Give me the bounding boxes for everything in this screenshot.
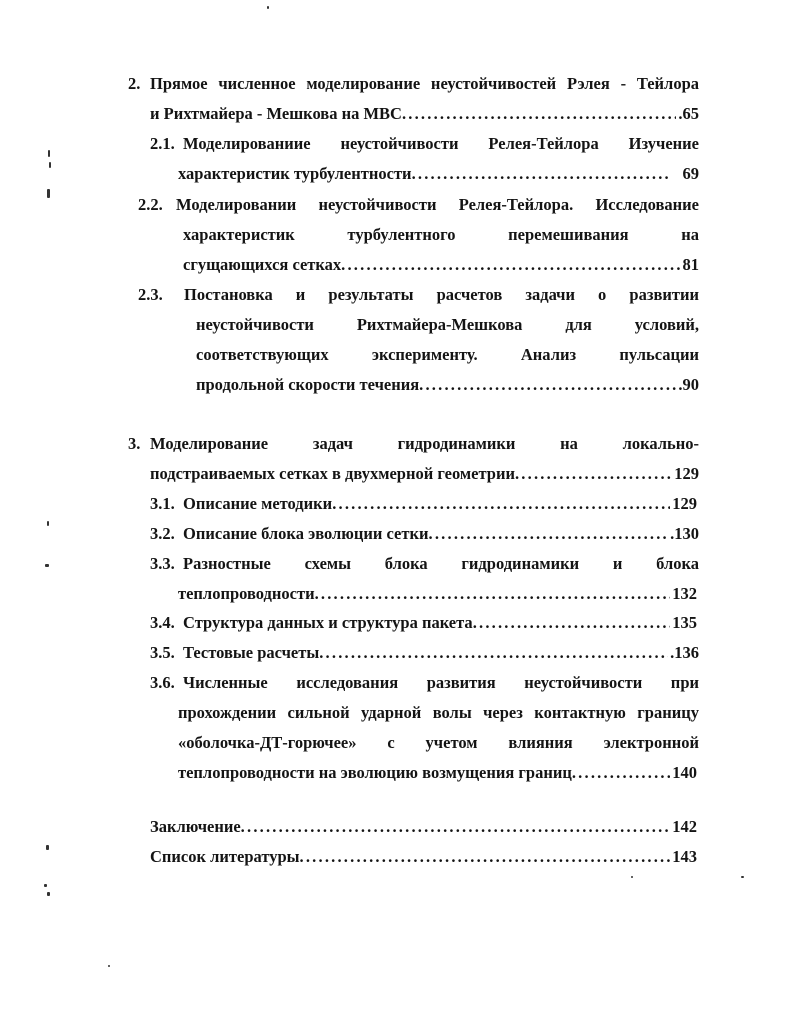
toc-conclusion-title: Заключение [150, 817, 241, 836]
leader-dots [341, 255, 680, 275]
toc-3-5-page: .136 [670, 643, 699, 662]
leader-dots [402, 104, 676, 124]
toc-conclusion-entry[interactable] [150, 817, 697, 837]
scan-speck [44, 884, 47, 887]
leader-dots [473, 613, 671, 633]
toc-2-1-line1: Моделированиие неустойчивости Релея-Тейлора Изучение [183, 134, 699, 153]
toc-2-3-line3: соответствующих эксперименту. Анализ пульсации [196, 345, 699, 364]
toc-3-5-entry[interactable] [150, 643, 699, 663]
toc-2-2-number: 2.2. [138, 195, 163, 214]
toc-2-3-line1: Постановка и результаты расчетов задачи о развитии [184, 285, 699, 304]
toc-3-6-line4: теплопроводности на эволюцию возмущения границ [178, 763, 572, 782]
scan-speck [108, 965, 110, 967]
toc-3-2-entry[interactable] [150, 524, 699, 544]
toc-2-3-page: .90 [678, 375, 699, 394]
toc-2-2-line1: Моделировании неустойчивости Релея-Тейлора. Исследование [176, 195, 699, 214]
leader-dots [419, 375, 676, 395]
scan-speck [46, 845, 49, 850]
toc-2-1-page: 69 [682, 164, 699, 183]
toc-references-entry[interactable] [150, 847, 697, 867]
toc-3-4-title: Структура данных и структура пакета [183, 613, 473, 632]
toc-2-3-line2: неустойчивости Рихтмайера-Мешкова для условий, [196, 315, 699, 334]
toc-conclusion-page: 142 [672, 817, 697, 836]
leader-dots [412, 164, 671, 184]
scan-speck [48, 150, 50, 157]
scan-speck [267, 6, 269, 9]
toc-3-5-title: Тестовые расчеты [183, 643, 320, 662]
toc-3-3-line2: теплопроводности [178, 584, 315, 603]
toc-3-4-entry[interactable] [150, 613, 697, 633]
scan-speck [741, 876, 744, 878]
toc-3-5-number: 3.5. [150, 643, 175, 662]
toc-3-2-number: 3.2. [150, 524, 175, 543]
toc-ch3-page: 129 [674, 464, 699, 483]
toc-3-6-page: 140 [672, 763, 697, 782]
toc-3-2-page: .130 [670, 524, 699, 543]
toc-ch3-title-line2: подстраиваемых сетках в двухмерной геометрии [150, 464, 515, 483]
toc-3-1-title: Описание методики [183, 494, 333, 513]
toc-3-1-entry[interactable] [150, 494, 697, 514]
toc-2-2-page: 81 [682, 255, 699, 274]
scan-speck [47, 892, 50, 896]
toc-ch3-title-line1: Моделирование задач гидродинамики на локально- [150, 434, 699, 453]
toc-2-3-entry[interactable] [196, 375, 699, 395]
scan-speck [49, 162, 51, 168]
toc-3-2-title: Описание блока эволюции сетки [183, 524, 429, 543]
toc-3-4-page: 135 [672, 613, 697, 632]
toc-3-6-number: 3.6. [150, 673, 175, 692]
leader-dots [315, 584, 671, 604]
toc-3-3-page: 132 [672, 584, 697, 603]
toc-3-6-entry[interactable] [178, 763, 697, 783]
leader-dots [572, 763, 670, 783]
toc-ch2-title-line2: и Рихтмайера - Мешкова на МВС [150, 104, 402, 123]
toc-2-2-line2: характеристик турбулентного перемешивания на [183, 225, 699, 244]
toc-ch3-number: 3. [128, 434, 141, 453]
toc-ch3-entry[interactable] [150, 464, 699, 484]
leader-dots [300, 847, 671, 867]
leader-dots [429, 524, 669, 544]
toc-references-title: Список литературы [150, 847, 300, 866]
toc-ch2-entry[interactable] [150, 104, 699, 124]
toc-3-3-line1: Разностные схемы блока гидродинамики и блока [183, 554, 699, 573]
toc-3-1-page: 129 [672, 494, 697, 513]
scan-speck [45, 564, 49, 567]
toc-ch2-title-line1: Прямое численное моделирование неустойчивостей Рэлея - Тейлора [150, 74, 699, 93]
scan-speck [47, 521, 49, 526]
toc-3-4-number: 3.4. [150, 613, 175, 632]
leader-dots [319, 643, 668, 663]
toc-3-6-line2: прохождении сильной ударной волы через контактную границу [178, 703, 699, 722]
toc-3-6-line3: «оболочка-ДТ-горючее» с учетом влияния электронной [178, 733, 699, 752]
toc-3-6-line1: Численные исследования развития неустойчивости при [183, 673, 699, 692]
toc-3-3-number: 3.3. [150, 554, 175, 573]
toc-3-3-entry[interactable] [178, 584, 697, 604]
scan-speck [47, 189, 50, 198]
leader-dots [515, 464, 672, 484]
toc-ch2-page: .65 [678, 104, 699, 123]
toc-2-2-line3: сгущающихся сетках [183, 255, 342, 274]
toc-3-1-number: 3.1. [150, 494, 175, 513]
scan-speck [631, 876, 633, 878]
toc-2-2-entry[interactable] [183, 255, 699, 275]
toc-ch2-number: 2. [128, 74, 141, 93]
toc-2-1-line2: характеристик турбулентности [178, 164, 412, 183]
leader-dots [241, 817, 671, 837]
toc-2-3-number: 2.3. [138, 285, 163, 304]
toc-2-1-entry[interactable] [178, 164, 699, 184]
toc-2-3-line4: продольной скорости течения [196, 375, 420, 394]
leader-dots [332, 494, 670, 514]
toc-2-1-number: 2.1. [150, 134, 175, 153]
toc-references-page: 143 [672, 847, 697, 866]
